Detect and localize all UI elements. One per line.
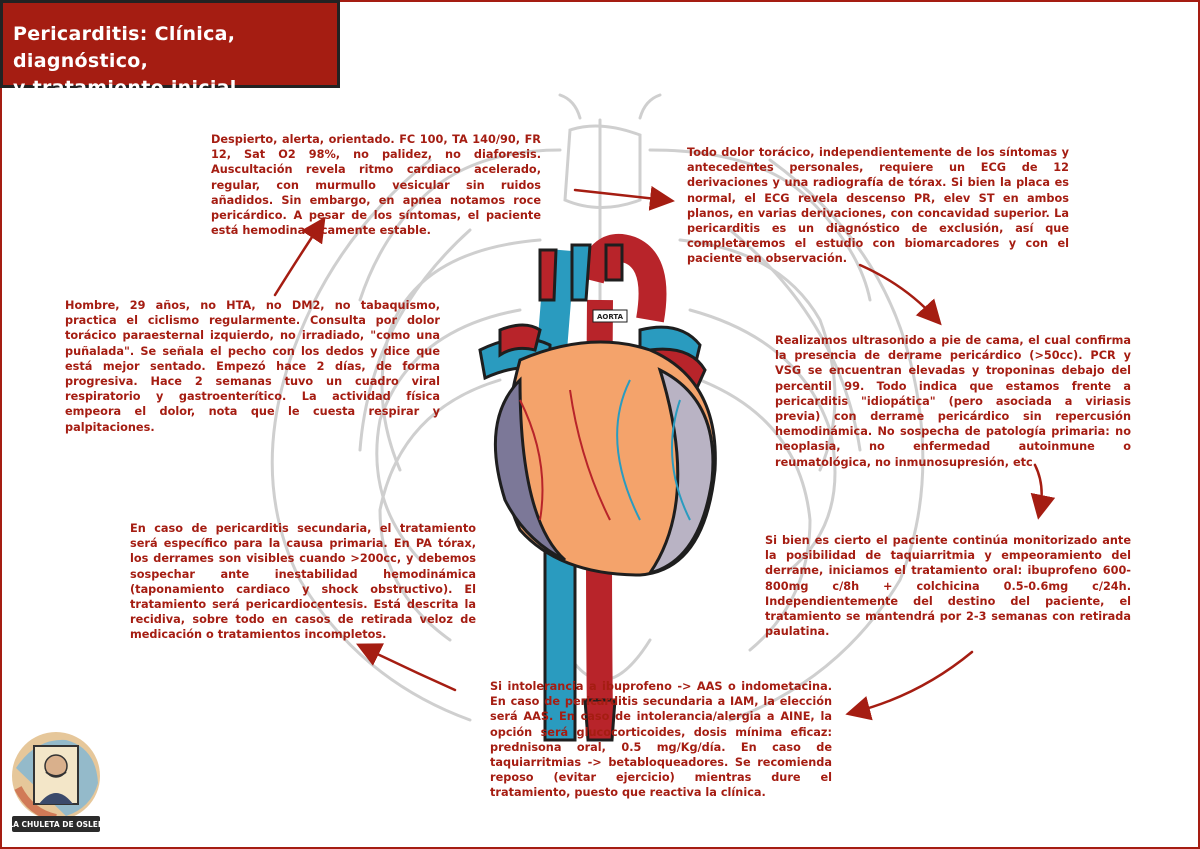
heart-illustration	[480, 245, 715, 740]
title-box	[0, 0, 340, 99]
text-block-ultrasound: Realizamos ultrasonido a pie de cama, el cual confirma la presencia de derrame pericárdico (>50cc). PCR y VSG se encuentran elevadas y troponinas debajo del percentil 99. Todo indica que estamos frente a pericarditis "idiopática" (pero asociada a viriasis previa) con derrame pericárdico sin repercusión hemodinámica. No sospecha de patología primaria: no neoplasia, no enfermedad autoinmune o reumatológica, no inmunosupresión, etc.	[775, 334, 1131, 469]
title-line-1: Pericarditis: Clínica, diagnóstico,	[13, 23, 236, 72]
text-block-treatment: Si bien es cierto el paciente continúa monitorizado ante la posibilidad de taquiarritmia y empeoramiento del derrame, iniciamos el tratamiento oral: ibuprofeno 600-800mg c/8h + colchicina 0.5-0.6mg c/24h. Independientemente del destino del paciente, el tratamiento se mantendrá por 2-3 semanas con retirada paulatina.	[765, 534, 1131, 639]
osler-logo	[6, 728, 106, 838]
arrow-2	[575, 190, 665, 200]
aorta-label: AORTA	[596, 313, 624, 321]
arrow-5	[855, 652, 972, 712]
page-title	[13, 21, 337, 102]
arrow-3	[860, 265, 935, 318]
text-block-history: Hombre, 29 años, no HTA, no DM2, no tabaquismo, practica el ciclismo regularmente. Consulta por dolor torácico paraesternal izquierdo, no irradiado, "como una puñalada". Se señala el pecho con los dedos y dice que está mejor sentado. Empezó hace 2 días, de forma progresiva. Hace 2 semanas tuvo un cuadro viral respiratorio y gastroenterítico. La actividad física empeora el dolor, nota que le cuesta respirar y palpitaciones.	[65, 299, 440, 434]
text-block-secondary: En caso de pericarditis secundaria, el tratamiento será específico para la causa primaria. En PA tórax, los derrames son visibles cuando >200cc, y debemos sospechar ante inestabilidad hemodinámica (taponamiento cardiaco y shock obstructivo). El tratamiento será pericardiocentesis. Está descrita la recidiva, sobre todo en casos de retirada veloz de medicación o tratamientos incompletos.	[130, 522, 476, 642]
arrow-4	[1035, 465, 1042, 510]
text-block-diagnosis: Todo dolor torácico, independientemente de los síntomas y antecedentes personales, requiere un ECG de 12 derivaciones y una radiografía de tórax. Si bien la placa es normal, el ECG revela descenso PR, elev ST en ambos planos, en varias derivaciones, con concavidad superior. La pericarditis es un diagnóstico de exclusión, así que completaremos el estudio con biomarcadores y con el paciente en observación.	[687, 146, 1069, 266]
title-line-2: y tratamiento inicial.	[13, 77, 245, 99]
logo-text: LA CHULETA DE OSLER	[8, 820, 104, 829]
text-block-exam: Despierto, alerta, orientado. FC 100, TA 140/90, FR 12, Sat O2 98%, no palidez, no diaforesis. Auscultación revela ritmo cardiaco acelerado, regular, con murmullo vesicular sin ruidos añadidos. Sin embargo, en apnea notamos roce pericárdico. A pesar de los síntomas, el paciente está hemodinamicamente estable.	[211, 133, 541, 238]
text-block-alternatives: Si intolerancia a ibuprofeno -> AAS o indometacina. En caso de pericarditis secundaria a IAM, la elección será AAS. En caso de intolerancia/alergia a AINE, la opción será glucocorticoides, dosis mínima eficaz: prednisona oral, 0.5 mg/Kg/día. En caso de taquiarritmias -> betabloqueadores. Se recomienda reposo (evitar ejercicio) mientras dure el tratamiento, puesto que reactiva la clínica.	[490, 680, 832, 800]
